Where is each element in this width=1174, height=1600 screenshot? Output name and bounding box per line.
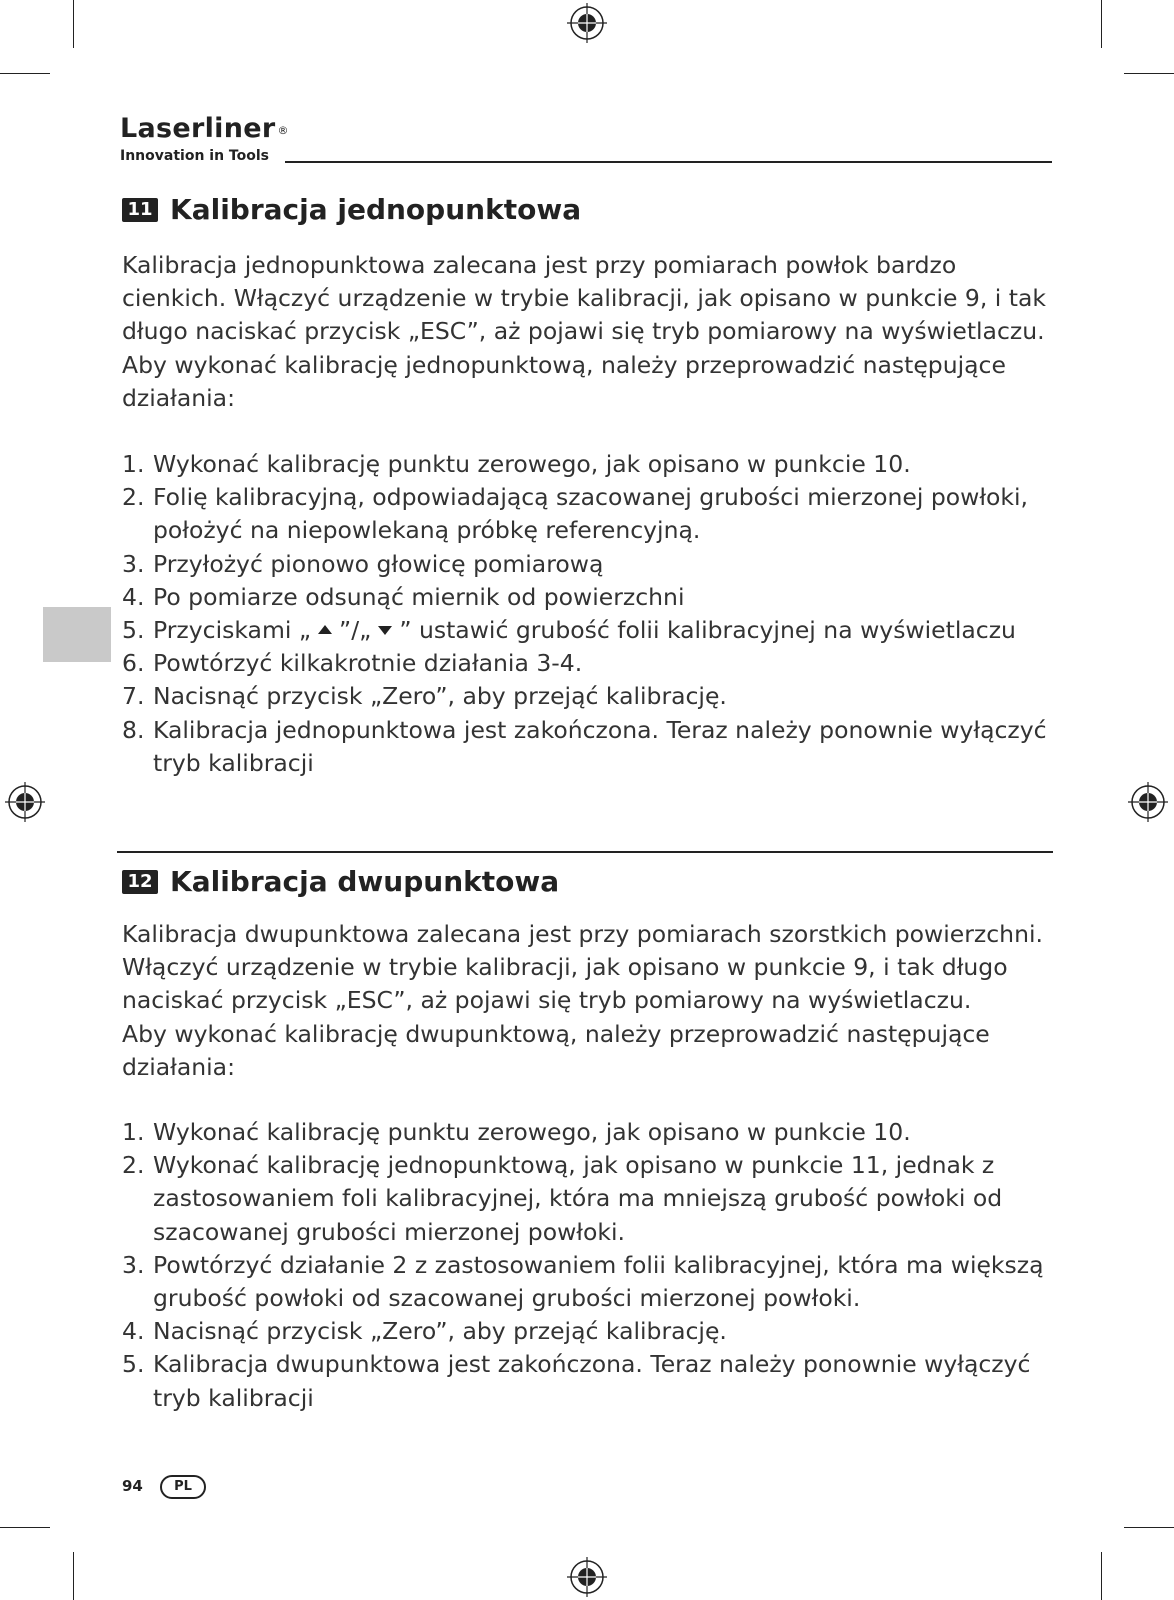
list-item <box>122 647 1052 680</box>
intro-line: naciskać przycisk „ESC”, aż pojawi się tryb pomiarowy na wyświetlaczu. <box>122 986 972 1015</box>
section-11-heading <box>122 194 581 226</box>
step-text: Nacisnąć przycisk „Zero”, aby przejąć kalibrację. <box>153 1317 727 1346</box>
step-text: tryb kalibracji <box>153 748 314 777</box>
crop-mark <box>73 0 74 48</box>
step-text: Folię kalibracyjną, odpowiadającą szacowanej grubości mierzonej powłoki, <box>153 483 1029 512</box>
step-text: Przyłożyć pionowo głowicę pomiarową <box>153 549 604 578</box>
crop-mark <box>73 1552 74 1600</box>
step-text: szacowanej grubości mierzonej powłoki. <box>153 1217 625 1246</box>
arrow-up-icon <box>318 625 332 634</box>
registered-mark: ® <box>277 124 289 137</box>
step-text: Powtórzyć kilkakrotnie działania 3-4. <box>153 649 583 678</box>
list-item <box>122 1315 1052 1348</box>
intro-line: Aby wykonać kalibrację dwupunktową, należy przeprowadzić następujące <box>122 1019 990 1048</box>
section-number-badge: 12 <box>122 870 158 894</box>
intro-line: działania: <box>122 1052 236 1081</box>
list-item <box>122 548 1052 581</box>
language-badge: PL <box>160 1475 206 1499</box>
section-11-intro <box>122 249 1052 415</box>
list-item <box>122 581 1052 614</box>
step-number: 2. <box>122 483 145 512</box>
list-item <box>122 481 1052 547</box>
list-item <box>122 614 1052 647</box>
page-number: 94 <box>122 1477 143 1495</box>
step-number: 4. <box>122 1317 145 1346</box>
step-text: Po pomiarze odsunąć miernik od powierzchni <box>153 582 685 611</box>
section-title: Kalibracja dwupunktowa <box>170 865 560 898</box>
list-item <box>122 714 1052 780</box>
intro-line: Aby wykonać kalibrację jednopunktową, należy przeprowadzić następujące <box>122 350 1006 379</box>
brand-name: Laserliner <box>120 113 276 144</box>
step-number: 1. <box>122 450 145 478</box>
crop-mark <box>0 73 50 74</box>
arrow-down-icon <box>378 626 392 635</box>
step-text: Kalibracja jednopunktowa jest zakończona. Teraz należy ponownie wyłączyć <box>153 715 1047 744</box>
step-text: zastosowaniem foli kalibracyjnej, która ma mniejszą grubość powłoki od <box>153 1184 1003 1213</box>
crop-mark <box>1101 0 1102 48</box>
intro-line: Kalibracja dwupunktowa zalecana jest przy pomiarach szorstkich powierzchni. <box>122 920 1043 948</box>
step-text: położyć na niepowlekaną próbkę referencyjną. <box>153 516 701 545</box>
header-rule <box>285 161 1052 163</box>
crop-mark <box>0 1527 50 1528</box>
step-text-pre: Przyciskami „ <box>153 616 312 645</box>
intro-line: Włączyć urządzenie w trybie kalibracji, jak opisano w punkcie 9, i tak długo <box>122 953 1008 982</box>
list-item <box>122 1116 1052 1149</box>
brand-logo <box>120 114 289 144</box>
step-text: tryb kalibracji <box>153 1383 314 1412</box>
step-text: Nacisnąć przycisk „Zero”, aby przejąć kalibrację. <box>153 682 727 711</box>
crop-mark <box>1124 73 1174 74</box>
step-number: 5. <box>122 1350 145 1379</box>
section-number-badge: 11 <box>122 198 158 222</box>
section-12-steps <box>122 1116 1052 1415</box>
intro-line: cienkich. Włączyć urządzenie w trybie kalibracji, jak opisano w punkcie 9, i tak <box>122 284 1047 313</box>
step-number: 4. <box>122 582 145 611</box>
side-tab-marker <box>43 607 111 662</box>
intro-line: długo naciskać przycisk „ESC”, aż pojawi się tryb pomiarowy na wyświetlaczu. <box>122 317 1045 346</box>
step-text: grubość powłoki od szacowanej grubości mierzonej powłoki. <box>153 1284 861 1313</box>
section-11-steps <box>122 448 1052 780</box>
step-text-post: ” ustawić grubość folii kalibracyjnej na wyświetlaczu <box>399 616 1016 645</box>
intro-line: działania: <box>122 383 236 412</box>
step-text: Kalibracja dwupunktowa jest zakończona. Teraz należy ponownie wyłączyć <box>153 1350 1031 1379</box>
section-divider <box>117 851 1053 853</box>
section-12-heading <box>122 866 559 898</box>
step-number: 2. <box>122 1151 145 1180</box>
brand-tagline: Innovation in Tools <box>120 148 269 164</box>
list-item <box>122 1149 1052 1249</box>
step-number: 3. <box>122 549 145 578</box>
list-item <box>122 1249 1052 1315</box>
crop-mark <box>1101 1552 1102 1600</box>
step-text: Powtórzyć działanie 2 z zastosowaniem folii kalibracyjnej, która ma większą <box>153 1250 1044 1279</box>
step-number: 1. <box>122 1118 145 1146</box>
step-text: Wykonać kalibrację jednopunktową, jak opisano w punkcie 11, jednak z <box>153 1151 995 1180</box>
list-item <box>122 1348 1052 1414</box>
step-text: Wykonać kalibrację punktu zerowego, jak opisano w punkcie 10. <box>153 450 911 478</box>
step-text: Wykonać kalibrację punktu zerowego, jak opisano w punkcie 10. <box>153 1118 911 1146</box>
step-number: 7. <box>122 682 145 711</box>
registration-mark-icon <box>567 3 607 43</box>
step-number: 8. <box>122 715 145 744</box>
section-title: Kalibracja jednopunktowa <box>170 193 582 226</box>
step-number: 5. <box>122 616 145 645</box>
step-number: 6. <box>122 649 145 678</box>
section-12-intro <box>122 918 1052 1084</box>
step-text-mid: ”/„ <box>339 616 372 645</box>
list-item <box>122 680 1052 713</box>
registration-mark-icon <box>5 782 45 822</box>
registration-mark-icon <box>1128 782 1168 822</box>
registration-mark-icon <box>567 1557 607 1597</box>
crop-mark <box>1124 1527 1174 1528</box>
intro-line: Kalibracja jednopunktowa zalecana jest przy pomiarach powłok bardzo <box>122 251 957 279</box>
list-item <box>122 448 1052 481</box>
step-number: 3. <box>122 1250 145 1279</box>
